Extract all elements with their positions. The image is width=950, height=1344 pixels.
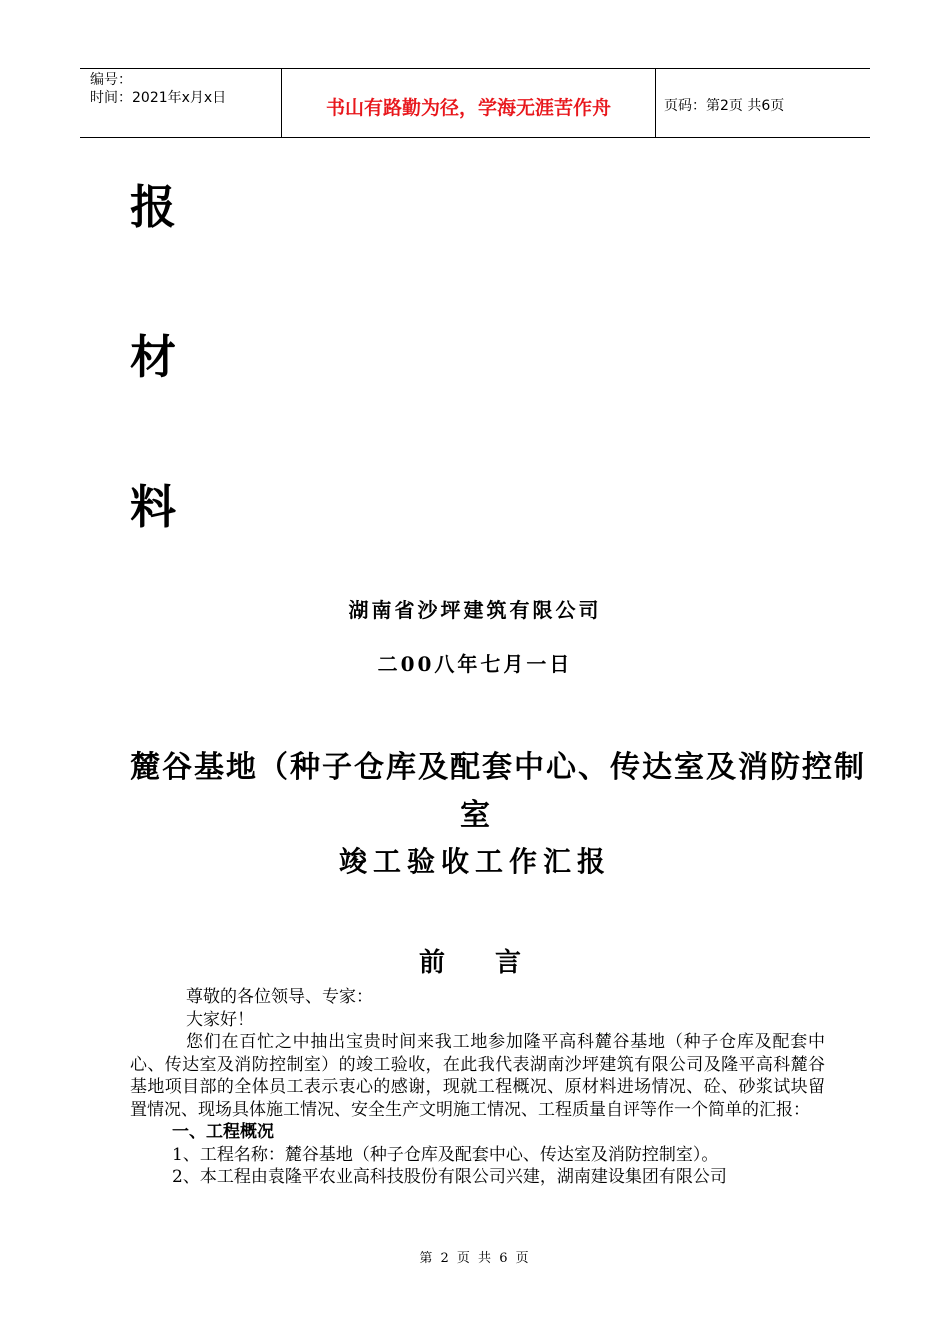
- company-name: 湖南省沙坪建筑有限公司: [348, 598, 602, 622]
- greeting-line-1: 尊敬的各位领导、专家：: [186, 987, 373, 1007]
- list-item-2: 2、本工程由袁隆平农业高科技股份有限公司兴建，湖南建设集团有限公司: [172, 1167, 727, 1187]
- number-label: 编号：: [90, 72, 132, 88]
- greeting-line-2: 大家好！: [186, 1009, 254, 1030]
- document-title-line-2: 室: [460, 798, 490, 833]
- cover-char-3: 料: [130, 480, 176, 534]
- header-meta: [80, 69, 281, 137]
- report-date: 二00八年七月一日: [377, 652, 573, 676]
- page-footer: 第 2 页 共 6 页: [419, 1251, 531, 1266]
- time-label: 时间：2021年x月x日: [90, 90, 227, 106]
- document-title-line-1: 麓谷基地（种子仓库及配套中心、传达室及消防控制: [130, 750, 866, 785]
- section-heading: 一、工程概况: [172, 1122, 274, 1142]
- header-motto: 书山有路勤为径，学海无涯苦作舟: [281, 69, 656, 137]
- page-header: [80, 68, 870, 138]
- cover-char-1: 报: [130, 180, 176, 234]
- document-body: [130, 986, 825, 1189]
- preface-paragraph: 您们在百忙之中抽出宝贵时间来我工地参加隆平高科麓谷基地（种子仓库及配套中心、传达室及消防控制室）的竣工验收，在此我代表湖南沙坪建筑有限公司及隆平高科麓谷基地项目部的全体员工表示衷心的感谢，现就工程概况、原材料进场情况、砼、砂浆试块留置情况、现场具体施工情况、安全生产文明施工情况、工程质量自评等作一个简单的汇报：: [130, 1032, 825, 1120]
- cover-char-2: 材: [130, 330, 176, 384]
- document-title-line-3: 竣工验收工作汇报: [338, 845, 611, 878]
- list-item-1: 1、工程名称：麓谷基地（种子仓库及配套中心、传达室及消防控制室）。: [172, 1144, 719, 1165]
- header-page-code: 页码：第2页 共6页: [664, 98, 785, 114]
- preface-heading: 前言: [418, 948, 571, 978]
